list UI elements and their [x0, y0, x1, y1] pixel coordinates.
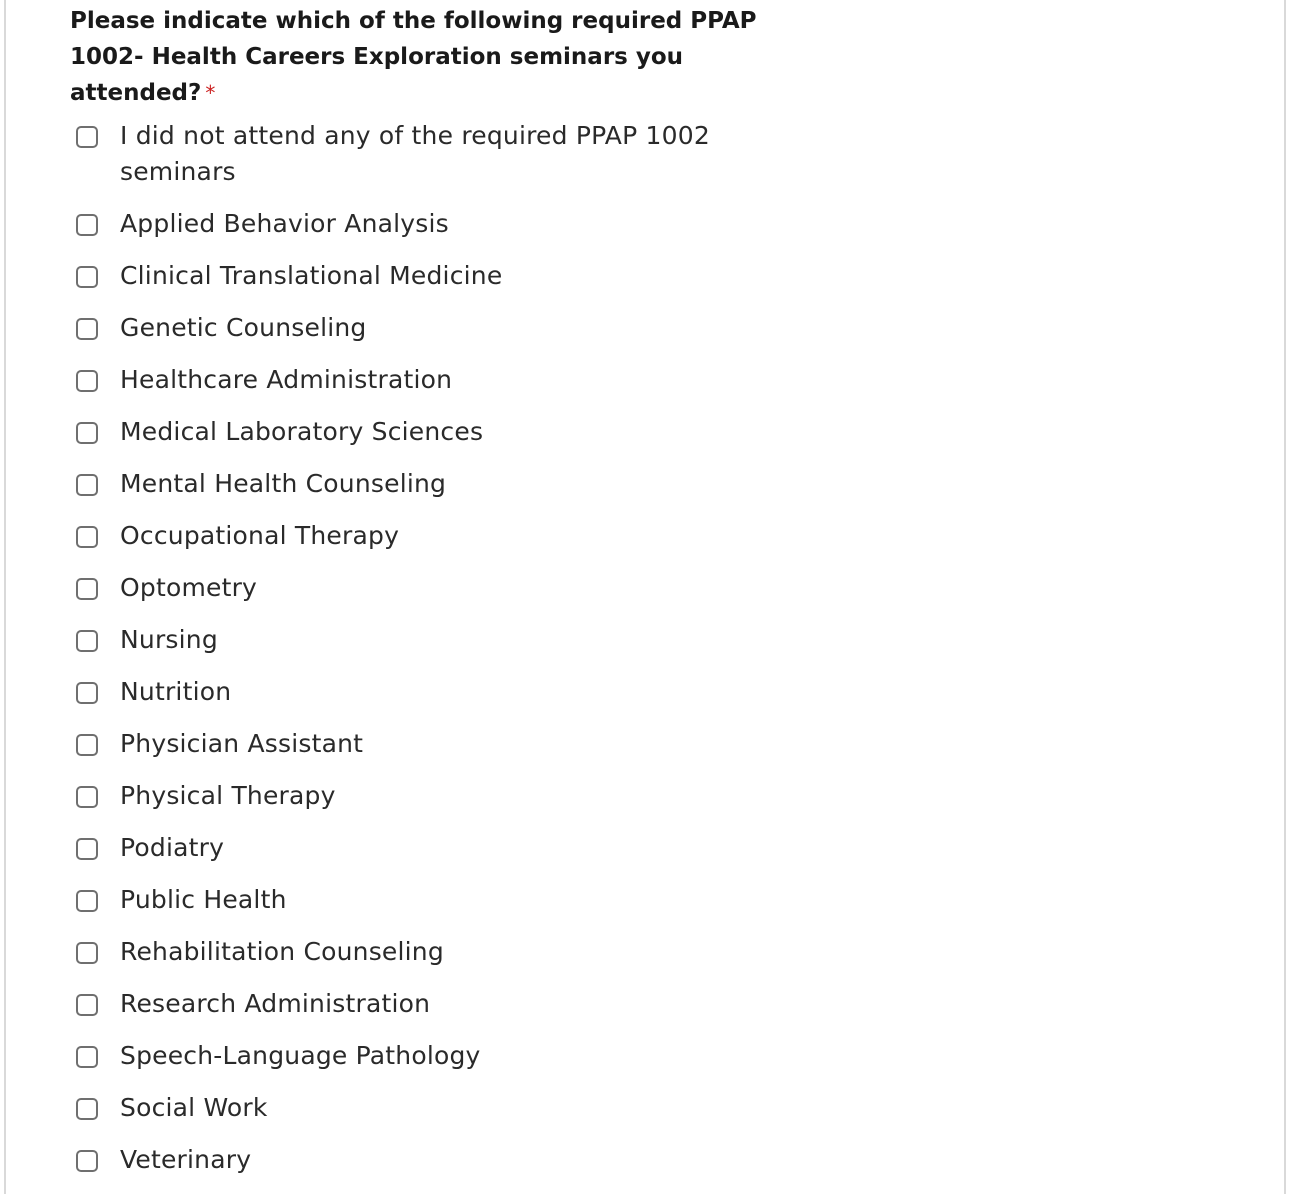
- form-container: [4, 0, 1286, 1194]
- checkbox-group: [76, 118, 756, 1194]
- checkbox-social-work[interactable]: [76, 1098, 98, 1120]
- checkbox-nutrition[interactable]: [76, 682, 98, 704]
- option-public-health[interactable]: [76, 882, 756, 934]
- option-podiatry[interactable]: [76, 830, 756, 882]
- option-veterinary[interactable]: [76, 1142, 756, 1194]
- checkbox-applied-behavior-analysis[interactable]: [76, 214, 98, 236]
- checkbox-rehabilitation-counseling[interactable]: [76, 942, 98, 964]
- option-physician-assistant[interactable]: [76, 726, 756, 778]
- checkbox-physical-therapy[interactable]: [76, 786, 98, 808]
- option-clinical-translational-medicine[interactable]: [76, 258, 756, 310]
- option-label: Rehabilitation Counseling: [120, 937, 444, 966]
- checkbox-podiatry[interactable]: [76, 838, 98, 860]
- option-label: Speech-Language Pathology: [120, 1041, 481, 1070]
- option-label: Healthcare Administration: [120, 365, 453, 394]
- option-occupational-therapy[interactable]: [76, 518, 756, 570]
- option-label: Nursing: [120, 625, 218, 654]
- option-nutrition[interactable]: [76, 674, 756, 726]
- checkbox-optometry[interactable]: [76, 578, 98, 600]
- option-label: Occupational Therapy: [120, 521, 400, 550]
- option-label: Optometry: [120, 573, 258, 602]
- required-indicator: *: [205, 81, 216, 105]
- option-rehabilitation-counseling[interactable]: [76, 934, 756, 986]
- option-label: Medical Laboratory Sciences: [120, 417, 484, 446]
- checkbox-nursing[interactable]: [76, 630, 98, 652]
- checkbox-none-attended[interactable]: [76, 126, 98, 148]
- checkbox-public-health[interactable]: [76, 890, 98, 912]
- option-research-administration[interactable]: [76, 986, 756, 1038]
- option-label: Social Work: [120, 1093, 268, 1122]
- option-social-work[interactable]: [76, 1090, 756, 1142]
- option-genetic-counseling[interactable]: [76, 310, 756, 362]
- checkbox-genetic-counseling[interactable]: [76, 318, 98, 340]
- option-label: Clinical Translational Medicine: [120, 261, 503, 290]
- option-label: Genetic Counseling: [120, 313, 367, 342]
- option-label: Physical Therapy: [120, 781, 336, 810]
- question-label: [70, 3, 770, 111]
- option-label: Podiatry: [120, 833, 225, 862]
- option-speech-language-pathology[interactable]: [76, 1038, 756, 1090]
- option-label: Physician Assistant: [120, 729, 364, 758]
- checkbox-occupational-therapy[interactable]: [76, 526, 98, 548]
- checkbox-mental-health-counseling[interactable]: [76, 474, 98, 496]
- checkbox-veterinary[interactable]: [76, 1150, 98, 1172]
- checkbox-healthcare-administration[interactable]: [76, 370, 98, 392]
- option-label: Applied Behavior Analysis: [120, 209, 449, 238]
- option-none-attended[interactable]: [76, 118, 756, 206]
- checkbox-physician-assistant[interactable]: [76, 734, 98, 756]
- option-physical-therapy[interactable]: [76, 778, 756, 830]
- option-medical-laboratory-sciences[interactable]: [76, 414, 756, 466]
- option-label: Public Health: [120, 885, 287, 914]
- option-optometry[interactable]: [76, 570, 756, 622]
- question-text: Please indicate which of the following required PPAP 1002- Health Careers Exploration seminars you attended?: [70, 8, 757, 106]
- checkbox-research-administration[interactable]: [76, 994, 98, 1016]
- checkbox-speech-language-pathology[interactable]: [76, 1046, 98, 1068]
- checkbox-clinical-translational-medicine[interactable]: [76, 266, 98, 288]
- option-nursing[interactable]: [76, 622, 756, 674]
- option-label: Mental Health Counseling: [120, 469, 447, 498]
- option-healthcare-administration[interactable]: [76, 362, 756, 414]
- checkbox-medical-laboratory-sciences[interactable]: [76, 422, 98, 444]
- option-label: Veterinary: [120, 1145, 252, 1174]
- option-label: Research Administration: [120, 989, 431, 1018]
- option-label: Nutrition: [120, 677, 232, 706]
- option-applied-behavior-analysis[interactable]: [76, 206, 756, 258]
- option-label: I did not attend any of the required PPAP 1002 seminars: [120, 121, 710, 186]
- option-mental-health-counseling[interactable]: [76, 466, 756, 518]
